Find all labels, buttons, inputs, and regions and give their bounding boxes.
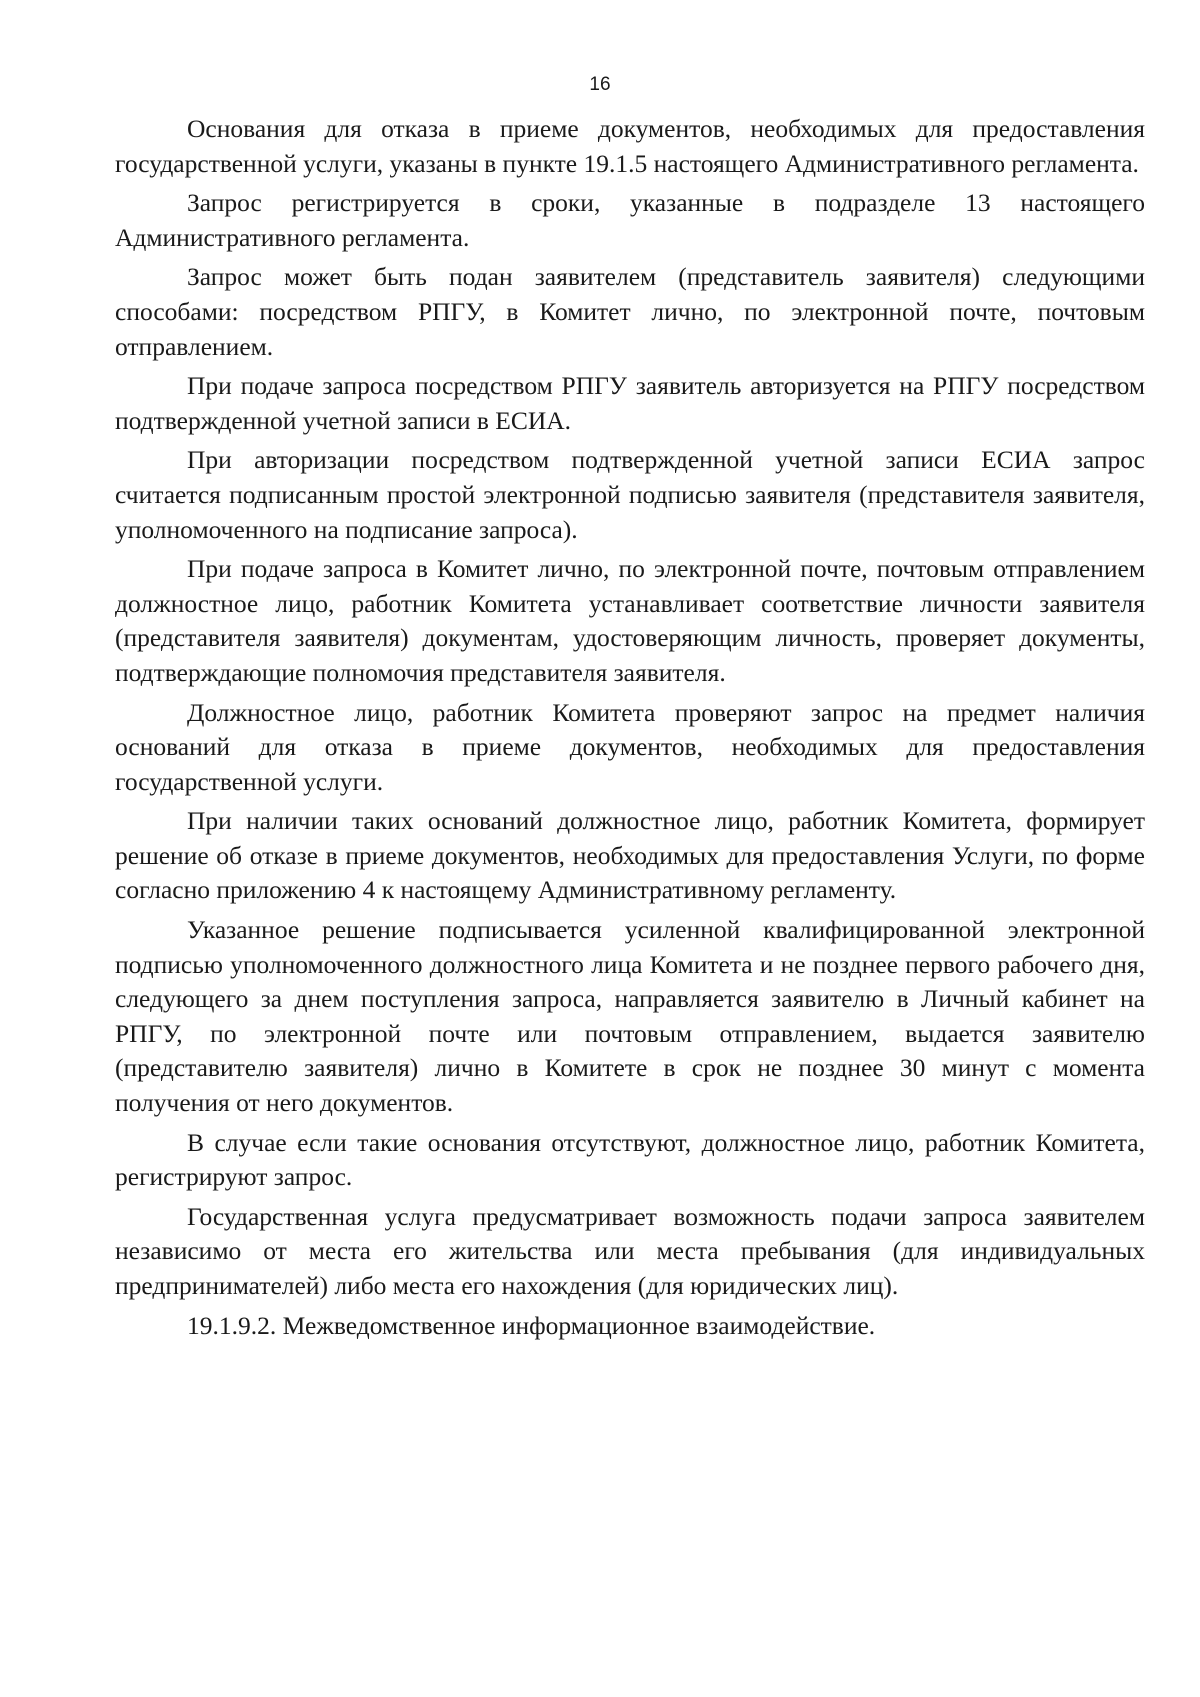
- paragraph: При авторизации посредством подтвержденной учетной записи ЕСИА запрос считается подписанным простой электронной подписью заявителя (представителя заявителя, уполномоченного на подписание запроса).: [115, 445, 1145, 544]
- paragraph: Запрос может быть подан заявителем (представитель заявителя) следующими способами: посредством РПГУ, в Комитет лично, по электронной почте, почтовым отправлением.: [115, 262, 1145, 361]
- paragraph: В случае если такие основания отсутствуют, должностное лицо, работник Комитета, регистрируют запрос.: [115, 1127, 1145, 1192]
- paragraph: При подаче запроса посредством РПГУ заявитель авторизуется на РПГУ посредством подтвержденной учетной записи в ЕСИА.: [115, 371, 1145, 435]
- paragraph: При подаче запроса в Комитет лично, по электронной почте, почтовым отправлением должностное лицо, работник Комитета устанавливает соответствие личности заявителя (представителя заявителя) документам, удостоверяющим личность, проверяет документы, подтверждающие полномочия представителя заявителя.: [115, 554, 1145, 687]
- paragraph: При наличии таких оснований должностное лицо, работник Комитета, формирует решение об отказе в приеме документов, необходимых для предоставления Услуги, по форме согласно приложению 4 к настоящему Административному регламенту.: [115, 806, 1145, 905]
- paragraph: Основания для отказа в приеме документов, необходимых для предоставления государственной услуги, указаны в пункте 19.1.5 настоящего Административного регламента.: [115, 114, 1145, 178]
- document-body: [115, 112, 1145, 1348]
- paragraph: Должностное лицо, работник Комитета проверяют запрос на предмет наличия оснований для отказа в приеме документов, необходимых для предоставления государственной услуги.: [115, 697, 1145, 796]
- paragraph: Запрос регистрируется в сроки, указанные в подразделе 13 настоящего Административного регламента.: [115, 188, 1145, 252]
- section-heading: 19.1.9.2. Межведомственное информационное взаимодействие.: [187, 1310, 876, 1340]
- paragraph: Государственная услуга предусматривает возможность подачи запроса заявителем независимо от места его жительства или места пребывания (для индивидуальных предпринимателей) либо места его нахождения (для юридических лиц).: [115, 1201, 1145, 1300]
- page-number: 16: [589, 74, 611, 95]
- paragraph: Указанное решение подписывается усиленной квалифицированной электронной подписью уполномоченного должностного лица Комитета и не позднее первого рабочего дня, следующего за днем поступления запроса, направляется заявителю в Личный кабинет на РПГУ, по электронной почте или почтовым отправлением, выдается заявителю (представителю заявителя) лично в Комитете в срок не позднее 30 минут с момента получения от него документов.: [115, 915, 1145, 1118]
